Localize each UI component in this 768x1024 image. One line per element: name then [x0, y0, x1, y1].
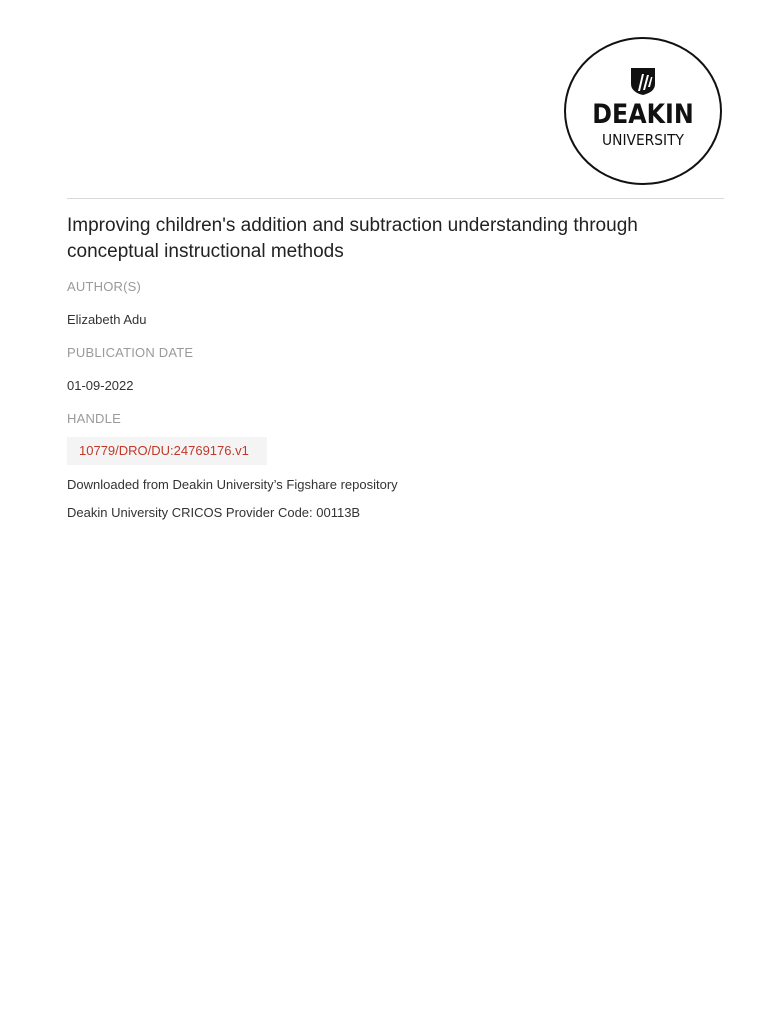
- header-divider: [67, 198, 724, 199]
- handle-link[interactable]: 10779/DRO/DU:24769176.v1: [79, 443, 249, 458]
- publication-date: 01-09-2022: [67, 378, 134, 393]
- handle-label: HANDLE: [67, 411, 121, 426]
- handle-box: [67, 437, 267, 465]
- deakin-university-logo: [564, 37, 722, 185]
- authors-label: AUTHOR(S): [67, 279, 142, 294]
- cricos-code-note: Deakin University CRICOS Provider Code: 00113B: [67, 505, 361, 520]
- logo-text-deakin: DEAKIN: [592, 99, 694, 130]
- deakin-crest-icon: [629, 66, 657, 96]
- logo-text-university: UNIVERSITY: [602, 131, 684, 149]
- author-name: Elizabeth Adu: [67, 312, 147, 327]
- download-source-note: Downloaded from Deakin University’s Figshare repository: [67, 477, 398, 492]
- record-title: Improving children's addition and subtraction understanding through conceptual instructional methods: [67, 215, 638, 262]
- publication-date-label: PUBLICATION DATE: [67, 345, 194, 360]
